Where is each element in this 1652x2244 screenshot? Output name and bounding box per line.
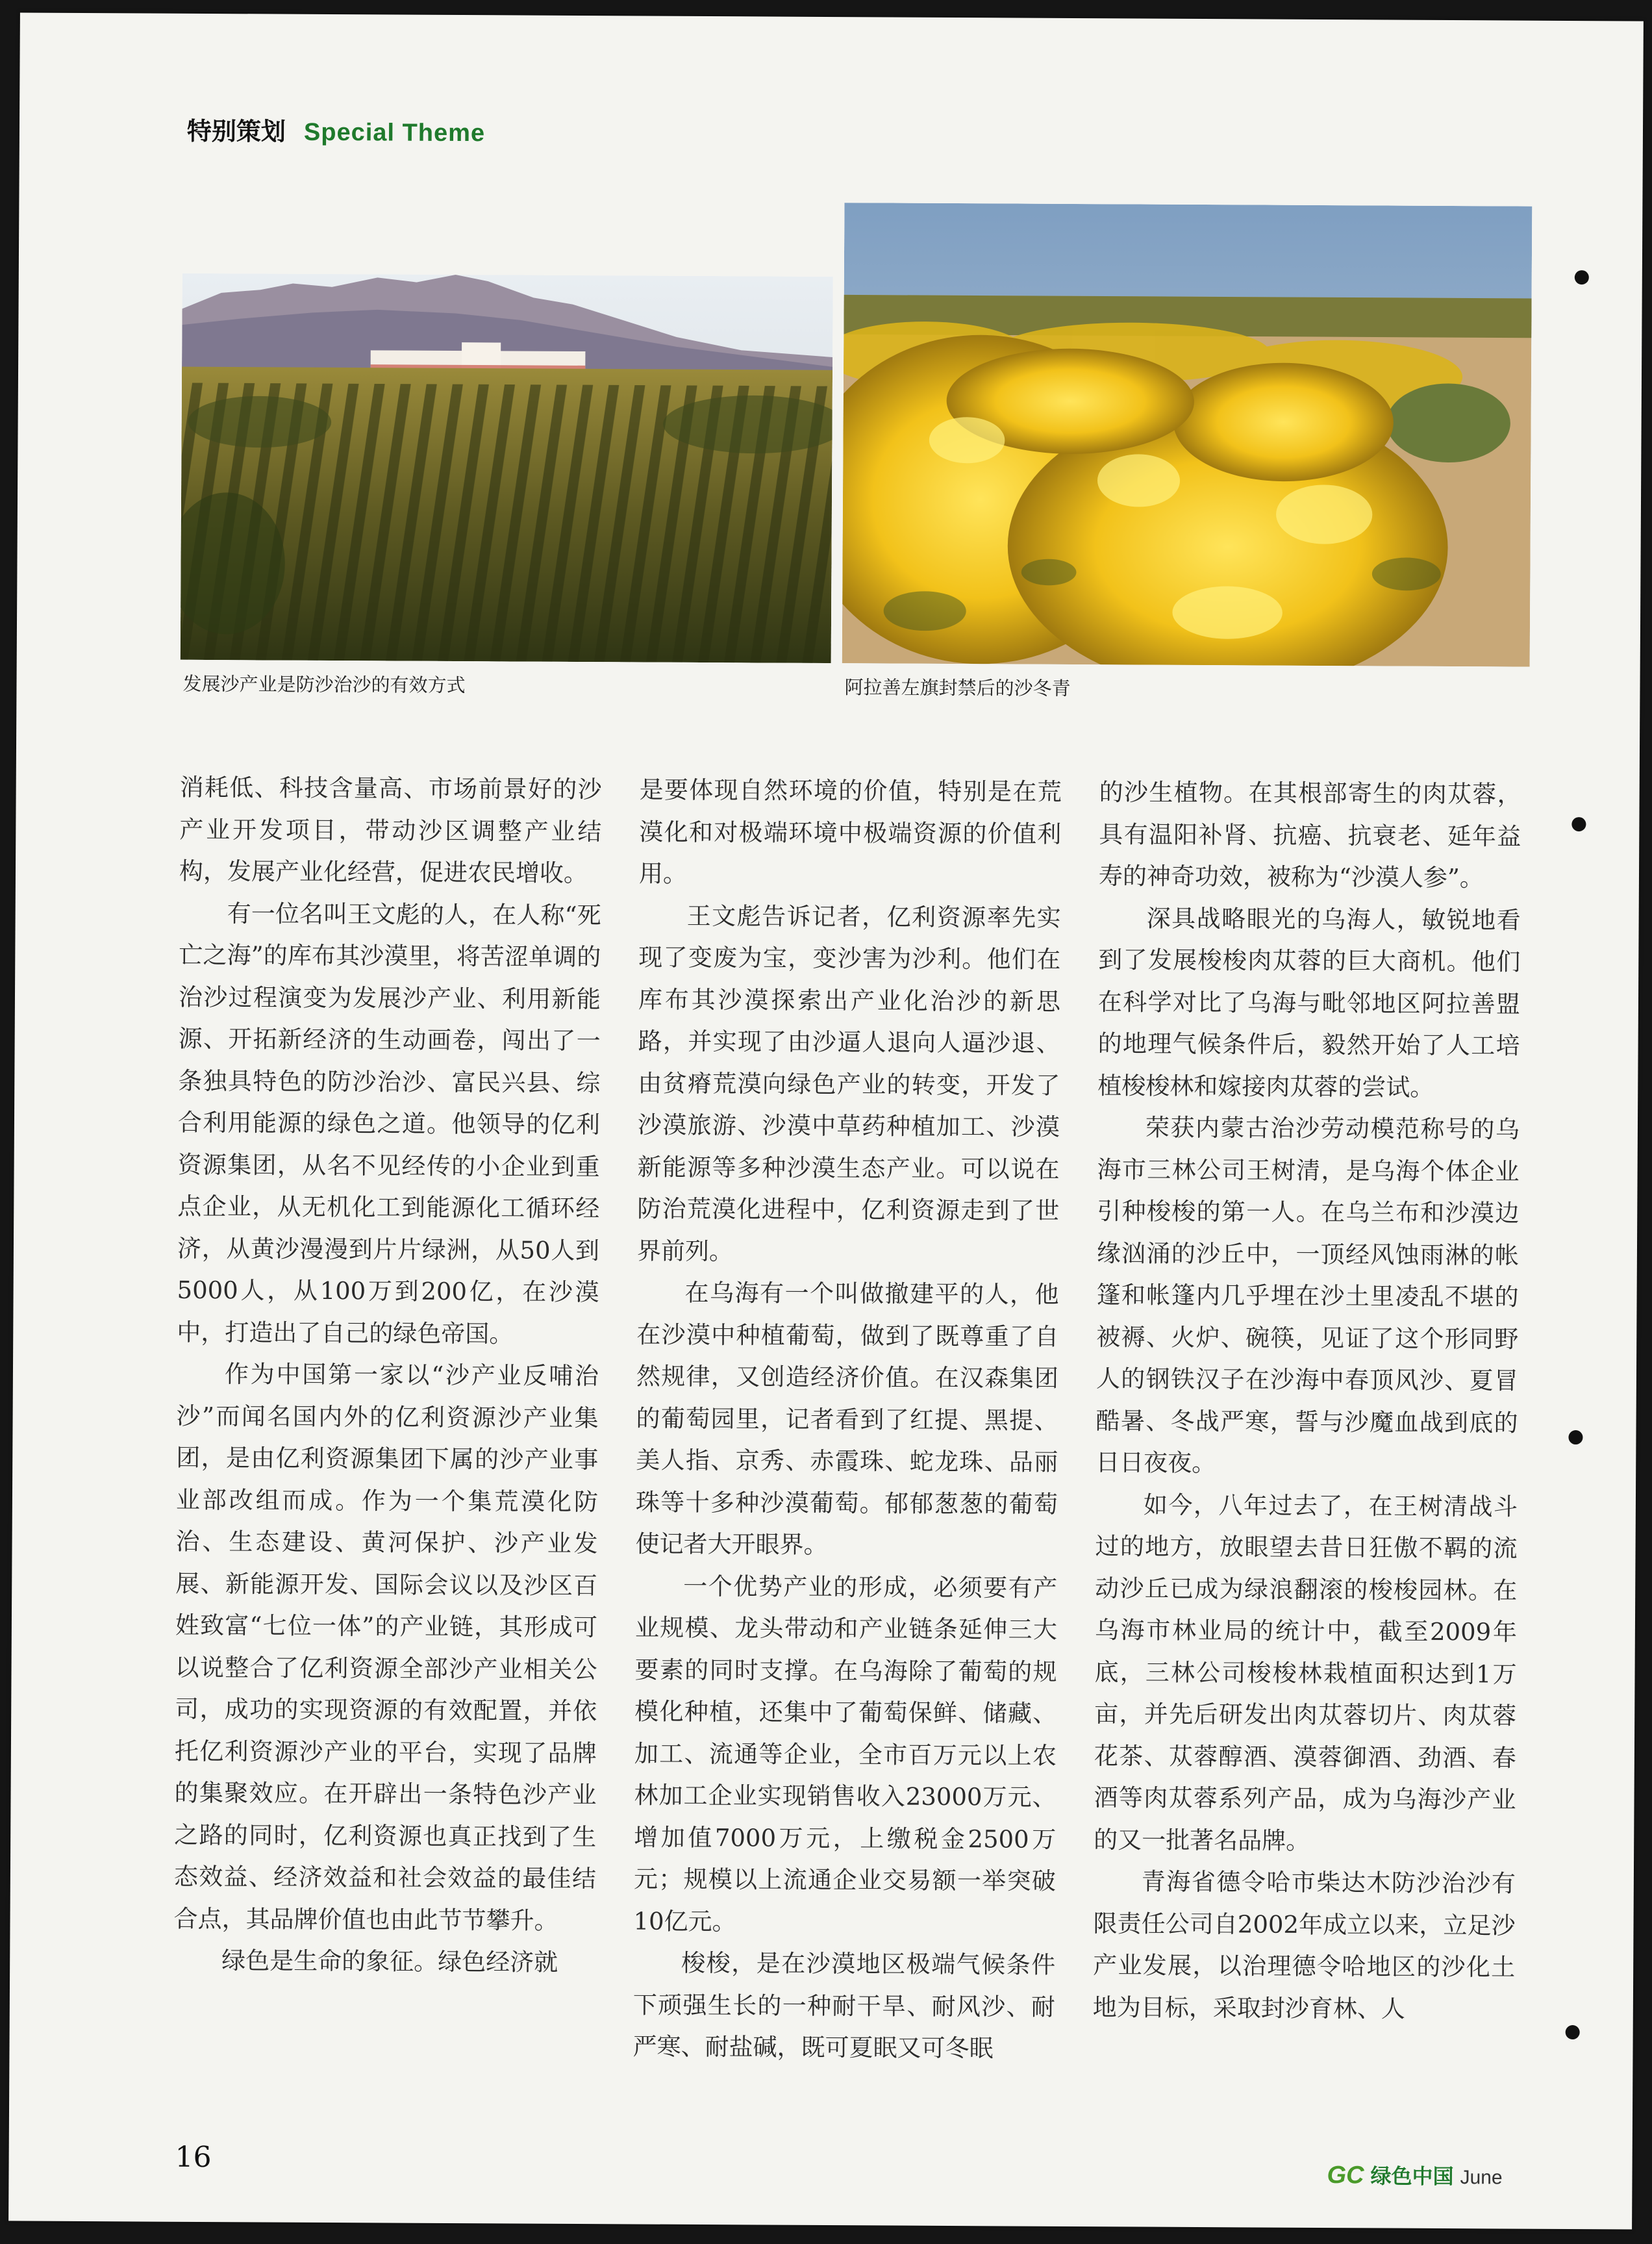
article-column-2	[632, 769, 1061, 2070]
binder-hole-icon	[1575, 270, 1589, 284]
issue-month: June	[1460, 2167, 1503, 2189]
article-column-1	[173, 767, 602, 1984]
paragraph: 消耗低、科技含量高、市场前景好的沙产业开发项目，带动沙区调整产业结构，发展产业化经营，促进农民增收。	[179, 773, 602, 888]
magazine-page	[8, 12, 1644, 2229]
paragraph: 一个优势产业的形成，必须要有产业规模、龙头带动和产业链条延伸三大要素的同时支撑。在乌海除了葡萄的规模化种植，还集中了葡萄保鲜、储藏、加工、流通等企业，全市百万元以上农林加工企业实现销售收入23000万元、增加值7000万元，上缴税金2500万元；规模以上流通企业交易额一举突破10亿元。	[633, 1572, 1058, 1935]
paragraph: 深具战略眼光的乌海人，敏锐地看到了发展梭梭肉苁蓉的巨大商机。他们在科学对比了乌海与毗邻地区阿拉善盟的地理气候条件后，毅然开始了人工培植梭梭林和嫁接肉苁蓉的尝试。	[1097, 904, 1521, 1102]
paragraph: 作为中国第一家以“沙产业反哺治沙”而闻名国内外的亿利资源沙产业集团，是由亿利资源集团下属的沙产业事业部改组而成。作为一个集荒漠化防治、生态建设、黄河保护、沙产业发展、新能源开发、国际会议以及沙区百姓致富“七位一体”的产业链，其形成可以说整合了亿利资源全部沙产业相关公司，成功的实现资源的有效配置，并依托亿利资源沙产业的平台，实现了品牌的集聚效应。在开辟出一条特色沙产业之路的同时，亿利资源也真正找到了生态效益、经济效益和社会效益的最佳结合点，其品牌价值也由此节节攀升。	[173, 1360, 599, 1935]
paragraph: 是要体现自然环境的价值，特别是在荒漠化和对极端环境中极端资源的价值利用。	[638, 775, 1062, 888]
binder-hole-icon	[1566, 2025, 1580, 2039]
vineyard-caption: 发展沙产业是防沙治沙的有效方式	[182, 672, 466, 697]
paragraph: 有一位名叫王文彪的人，在人称“死亡之海”的库布其沙漠里，将苦涩单调的治沙过程演变为发展沙产业、利用新能源、开拓新经济的生动画卷，闯出了一条独具特色的防沙治沙、富民兴县、综合利用能源的绿色之道。他领导的亿利资源集团，从名不见经传的小企业到重点企业，从无机化工到能源化工循环经济，从黄沙漫漫到片片绿洲，从50人到5000人，从100万到200亿，在沙漠中，打造出了自己的绿色帝国。	[177, 899, 601, 1348]
paragraph: 如今，八年过去了，在王树清战斗过的地方，放眼望去昔日狂傲不羁的流动沙丘已成为绿浪翻滚的梭梭园林。在乌海市林业局的统计中，截至2009年底，三林公司梭梭林栽植面积达到1万亩，并先后研发出肉苁蓉切片、肉苁蓉花茶、苁蓉醇酒、漠蓉御酒、劲酒、春酒等肉苁蓉系列产品，成为乌海沙产业的又一批著名品牌。	[1094, 1491, 1518, 1855]
paragraph: 青海省德令哈市柴达木防沙治沙有限责任公司自2002年成立以来，立足沙产业发展，以治理德令哈地区的沙化土地为目标，采取封沙育林、人	[1092, 1867, 1516, 2023]
magazine-logo-icon: GC	[1327, 2162, 1364, 2189]
flower-photo	[842, 203, 1533, 667]
paragraph: 梭梭，是在沙漠地区极端气候条件下顽强生长的一种耐干旱、耐风沙、耐严寒、耐盐碱，既可夏眠又可冬眠	[632, 1948, 1056, 2063]
section-header	[187, 111, 485, 151]
footer-brand	[1327, 2160, 1502, 2190]
paragraph: 在乌海有一个叫做撤建平的人，他在沙漠中种植葡萄，做到了既尊重了自然规律，又创造经济价值。在汉森集团的葡萄园里，记者看到了红提、黑提、美人指、京秀、赤霞珠、蛇龙珠、品丽珠等十多种沙漠葡萄。郁郁葱葱的葡萄使记者大开眼界。	[635, 1278, 1059, 1559]
vineyard-photo	[181, 273, 833, 663]
binder-hole-icon	[1571, 817, 1586, 831]
article-column-3	[1093, 772, 1521, 2030]
paragraph: 绿色是生命的象征。绿色经济就	[221, 1947, 558, 1976]
paragraph: 王文彪告诉记者，亿利资源率先实现了变废为宝，变沙害为沙利。他们在库布其沙漠探索出产业化治沙的新思路，并实现了由沙逼人退向人逼沙退、由贫瘠荒漠向绿色产业的转变，开发了沙漠旅游、沙漠中草药种植加工、沙漠新能源等多种沙漠生态产业。可以说在防治荒漠化进程中，亿利资源走到了世界前列。	[636, 901, 1061, 1265]
flower-caption: 阿拉善左旗封禁后的沙冬青	[844, 676, 1071, 700]
section-title-cn: 特别策划	[186, 116, 286, 146]
paragraph: 的沙生植物。在其根部寄生的肉苁蓉，具有温阳补肾、抗癌、抗衰老、延年益寿的神奇功效，被称为“沙漠人参”。	[1098, 778, 1521, 892]
page-number: 16	[175, 2140, 212, 2175]
binder-hole-icon	[1568, 1430, 1583, 1444]
paragraph: 荣获内蒙古治沙劳动模范称号的乌海市三林公司王树清，是乌海个体企业引种梭梭的第一人。在乌兰布和沙漠边缘汹涌的沙丘中，一顶经风蚀雨淋的帐篷和帐篷内几乎埋在沙土里凌乱不堪的被褥、火炉、碗筷，见证了这个形同野人的钢铁汉子在沙海中春顶风沙、夏冒酷暑、冬战严寒，誓与沙魔血战到底的日日夜夜。	[1095, 1113, 1520, 1478]
section-title-en: Special Theme	[303, 118, 486, 147]
magazine-name: 绿色中国	[1370, 2163, 1454, 2189]
